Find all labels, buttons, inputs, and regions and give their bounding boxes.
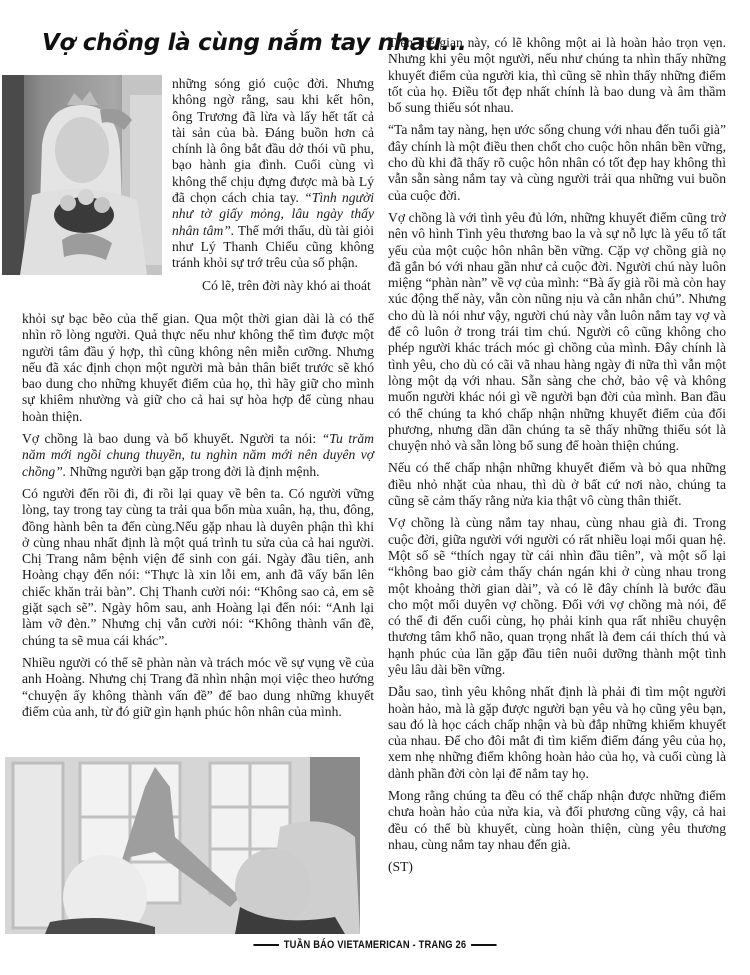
photo-elderly-woman: [2, 75, 162, 275]
article-title: Vợ chồng là cùng nắm tay nhau...: [42, 30, 467, 56]
paragraph: Vợ chồng là với tình yêu đủ lớn, những khuyết điểm cũng trở nên vô hình Tình yêu thương bao la và sự nỗ lực là yếu tố tất yếu của một cuộc hôn nhân bền vững. Cặp vợ chồng già nọ đã gắn bó với nhau gần như cả cuộc đời. Người chú này luôn miệng “phàn nàn” về vợ của mình: “Bà ấy già rồi mà còn hay xúc động thế này, vẫn còn nũng nịu và cằn nhằn chú”. Nhưng cho dù là nói như vậy, người chú này vẫn luôn nắm tay vợ và để cô luôn ở trong trái tim chú. Người cô cũng không cho phép người khác trách móc gì chồng của mình. Đây chính là tình yêu, cho dù có cãi vã nhau hàng ngày đi nữa thì vẫn một lòng một dạ với nhau. Sẵn sàng che chở, bảo vệ và không muốn người khác nói gì về người bạn đời của mình. Ban đầu có thể chúng ta khó chấp nhận những khuyết điểm của đối phương, nhưng dần dần chúng ta sẽ thấy những thiếu sót là chuyện nhỏ và sẵn lòng bổ sung để hoàn thiện chúng.: [388, 209, 726, 454]
paragraph: Có lẽ, trên đời này khó ai thoát: [202, 277, 371, 293]
footer-rule-left: [253, 944, 279, 946]
paragraph: Dẫu sao, tình yêu không nhất định là phải đi tìm một người hoàn hảo, mà là gặp được người bạn yêu và họ cũng yêu bạn, sau đó là học cách chấp nhận và bù đắp những khiếm khuyết của nhau. Để cho đôi mắt đi tìm kiếm điểm đáng yêu của họ, xem nhẹ những điểm không hoàn hảo của họ, và cuối cùng là dành phần đời còn lại để nắm tay họ.: [388, 684, 726, 781]
footer-label: TUẦN BÁO VIETAMERICAN - TRANG 26: [283, 939, 467, 951]
paragraph: những sóng gió cuộc đời. Nhưng không ngờ rằng, sau khi kết hôn, ông Trương đã lừa và lấy hết tất cả tài sản của bà. Đáng buồn hơn cả chính là ông bắt đầu dở thói vũ phu, bạo hành gia đình. Cuối cùng vì không thể chịu đựng được mà bà Lý đã chọn cách chia tay. “Tình người như tờ giấy mỏng, lâu ngày thấy nhân tâm”. Thế mới thấu, dù tài giỏi như Lý Thanh Chiếu cũng không tránh khỏi sự trớ trêu của số phận.: [172, 76, 375, 271]
paragraph: Nếu có thể chấp nhận những khuyết điểm và bỏ qua những điều nhỏ nhặt của nhau, thì dù ở bất cứ nơi nào, chúng ta cũng sẽ cảm thấy rằng nửa kia thật vô cùng thân thiết.: [388, 460, 726, 509]
paragraph: Nhiều người có thể sẽ phàn nàn và trách móc về sự vụng về của anh Hoàng. Nhưng chị Trang đã nhìn nhận mọi việc theo hướng “chuyện ấy không thành vấn đề” để bao dung những khuyết điểm của anh, từ đó giữ gìn hạnh phúc hôn nhân của mình.: [22, 654, 374, 719]
elderly-woman-image: [2, 75, 162, 275]
paragraph: Có người đến rồi đi, đi rồi lại quay về bên ta. Có người vững lòng, tay trong tay cùng ta trải qua bốn mùa xuân, hạ, thu, đông, đồng hành bên ta đến cùng.Nếu gặp nhau là duyên phận thì khi ở cùng nhau nhất định là một quá trình tu sửa của cả hai người. Chị Trang nằm bệnh viện để sinh con gái. Ngày đầu tiên, anh Hoàng chạy đến nói: “Thực là xin lỗi em, anh đã vấy bẩn lên chiếc khăn trải bàn”. Chị Thanh cười nói: “Không sao cả, em sẽ giặt sạch sẽ”. Ngày hôm sau, anh Hoàng lại đến nói: “Anh lại làm vỡ đèn.” Nhưng chị vẫn cười nói: “Không thành vấn đề, chúng ta sẽ mua cái khác”.: [22, 485, 374, 648]
paragraph: Mong rằng chúng ta đều có thể chấp nhận được những điểm chưa hoàn hảo của nửa kia, và đối phương cũng vậy, cả hai đều có thể bù khuyết, cùng hoàn thiện, cùng yêu thương nhau, cùng nắm tay nhau đến già.: [388, 788, 726, 852]
paragraph: khỏi sự bạc bẽo của thế gian. Qua một thời gian dài là có thể nhìn rõ lòng người. Quả thực nếu như không thể tìm được một người tâm đầu ý hợp, thì cũng không nên miễn cưỡng. Nhưng nếu đã xác định chọn một người mà bản thân biết trước sẽ khó bao dung cho những khuyết điểm của họ, thì hãy giữ cho mình sự khiêm nhường và giữ cho cả hai sự hòa hợp để cùng nhau hoàn thiện.: [22, 311, 374, 424]
left-column-text: [22, 311, 374, 726]
source-credit: (ST): [388, 859, 413, 875]
elderly-couple-image: [5, 757, 360, 934]
paragraph: Trên thế gian này, có lẽ không một ai là hoàn hảo trọn vẹn. Nhưng khi yêu một người, nếu như chúng ta nhìn thấy những khuyết điểm của người kia, thì cũng sẽ nhìn thấy những điểm tốt của họ. Điều tốt đẹp nhất chính là bao dung và âm thầm bổ sung thiếu sót nhau.: [388, 35, 726, 116]
footer-rule-right: [471, 944, 497, 946]
paragraph: Vợ chồng là cùng nắm tay nhau, cùng nhau già đi. Trong cuộc đời, giữa người với người có rất nhiều loại mối quan hệ. Một số sẽ “thích ngay từ cái nhìn đầu tiên”, và một số lại “không bao giờ cảm thấy chán ngán khi ở cùng nhau trong một khoảng thời gian dài”, và có lẽ đây chính là bước đầu cho một mối duyên vợ chồng. Đối với vợ chồng mà nói, để có thể đi đến cuối cùng, họ phải kinh qua rất nhiều chuyện thương tâm khổ não, quan trọng nhất là đem cái thích thú và hạnh phúc của lần gặp đầu tiên nuôi dưỡng thành một tình yêu lâu dài bền vững.: [388, 515, 726, 677]
paragraph: Vợ chồng là bao dung và bổ khuyết. Người ta nói: “Tu trăm năm mới ngồi chung thuyền, tu nghìn năm mới nên duyên vợ chồng”. Những người bạn gặp trong đời là định mệnh.: [22, 431, 374, 479]
photo-elderly-couple: [5, 757, 360, 934]
right-column-text: [388, 35, 726, 882]
quote: “Tình người như tờ giấy mỏng, lâu ngày thấy nhân tâm”.: [172, 190, 374, 238]
left-column-top-text: [172, 76, 374, 300]
quote: “Tu trăm năm mới ngồi chung thuyền, tu nghìn năm mới nên duyên vợ chồng”.: [22, 431, 374, 479]
paragraph: “Ta nắm tay nàng, hẹn ước sống chung với nhau đến tuổi già” đây chính là một điều then chốt cho cuộc hôn nhân bền vững, cho dù khi đã thấy rõ cuộc hôn nhân có tốt đẹp hay không thì vẫn sẵn sàng nắm tay và cùng người trải qua những vui buồn của cuộc đời.: [388, 122, 726, 203]
page-footer: [56, 939, 694, 951]
